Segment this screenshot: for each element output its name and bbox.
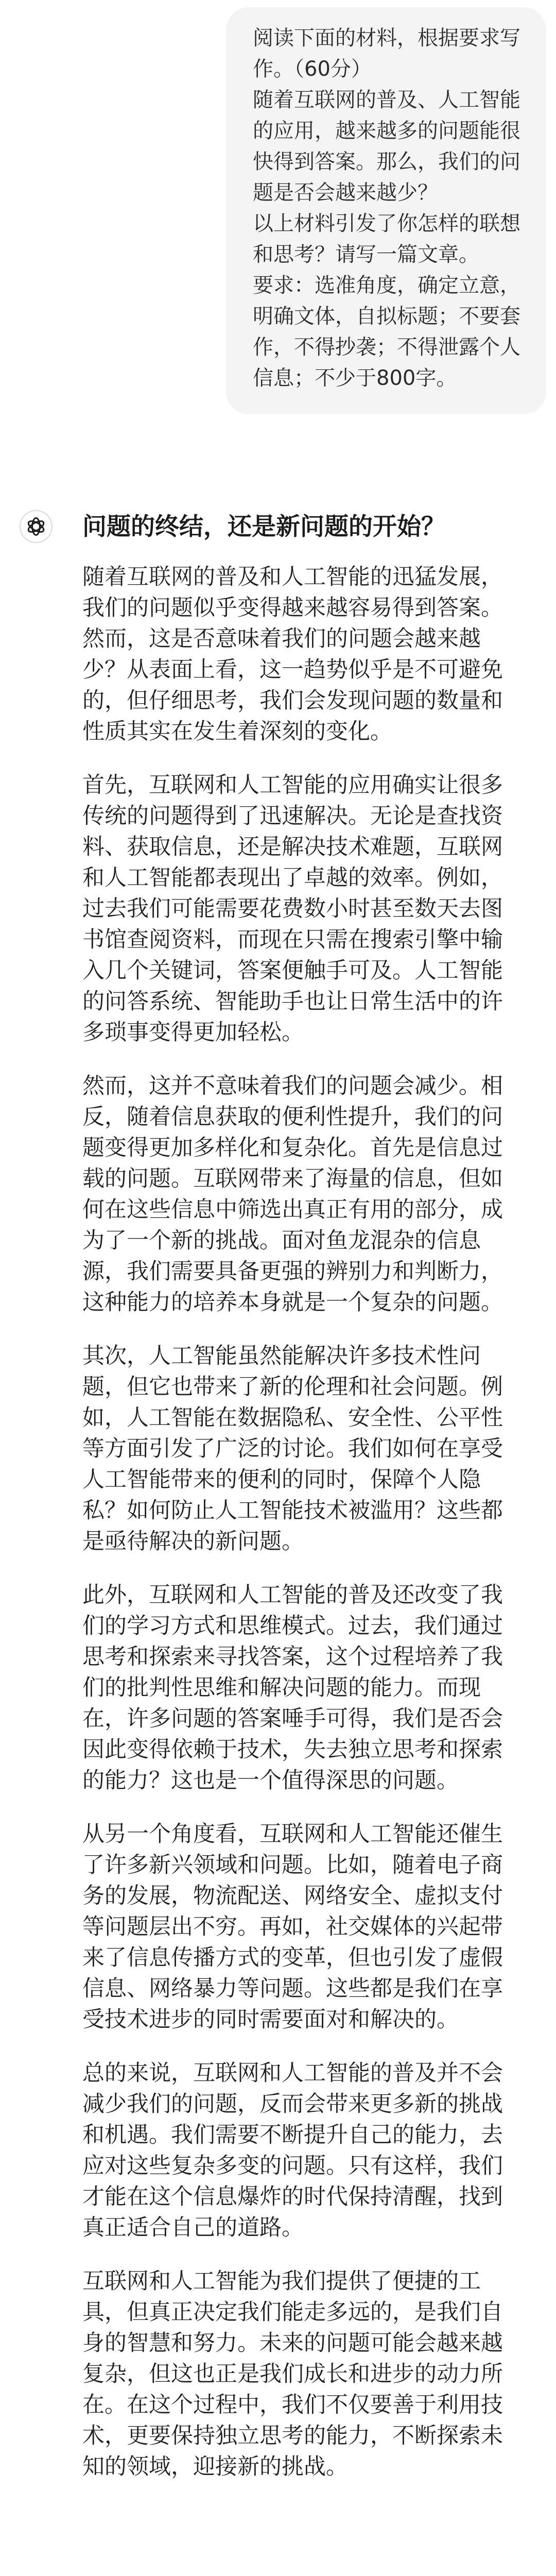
- user-message-line: 和思考？请写一篇文章。: [253, 243, 479, 266]
- answer-line: 然而，这是否意味着我们的问题会越来越: [82, 626, 481, 652]
- answer-line: 信息、网络暴力等问题。这些都是我们在享: [82, 1976, 503, 2002]
- answer-line: 的能力？这也是一个值得深思的问题。: [82, 1768, 459, 1793]
- answer-line: 了许多新兴领域和问题。比如，随着电子商: [82, 1852, 503, 1878]
- answer-line: 们的批判性思维和解决问题的能力。而现: [82, 1675, 481, 1701]
- answer-line: 源，我们需要具备更强的辨别力和判断力，: [82, 1259, 503, 1284]
- user-message-bubble: [226, 7, 546, 414]
- user-message-line: 作。（60分）: [253, 57, 372, 81]
- answer-line: 我们的问题似乎变得越来越容易得到答案。: [82, 595, 503, 621]
- openai-logo-icon: [20, 510, 53, 543]
- answer-line: 入几个关键词，答案便触手可及。人工智能: [82, 958, 503, 984]
- answer-line: 在，许多问题的答案唾手可得，我们是否会: [82, 1706, 503, 1732]
- answer-line: 多琐事变得更加轻松。: [82, 1020, 304, 1045]
- user-message-line: 明确文体，自拟标题；不要套: [253, 304, 520, 328]
- answer-line: 才能在这个信息爆炸的时代保持清醒，找到: [82, 2184, 503, 2210]
- user-message-line: 阅读下面的材料，根据要求写: [253, 26, 520, 50]
- answer-paragraph: [82, 562, 546, 747]
- answer-paragraph: [82, 1819, 546, 2035]
- answer-line: 受技术进步的同时需要面对和解决的。: [82, 2007, 459, 2032]
- answer-line: 为了一个新的挑战。面对鱼龙混杂的信息: [82, 1228, 481, 1253]
- user-message-line: 信息；不少于800字。: [253, 366, 457, 390]
- answer-line: 真正适合自己的道路。: [82, 2215, 304, 2241]
- answer-line: 总的来说，互联网和人工智能的普及并不会: [82, 2060, 503, 2086]
- user-message-line: 题是否会越来越少？: [253, 181, 438, 205]
- answer-title: 问题的终结，还是新问题的开始？: [82, 513, 445, 541]
- user-message-line: 作，不得抄袭；不得泄露个人: [253, 335, 520, 359]
- answer-line: 应对这些复杂多变的问题。只有这样，我们: [82, 2153, 503, 2179]
- answer-line: 从另一个角度看，互联网和人工智能还催生: [82, 1821, 503, 1847]
- answer-line: 因此变得依赖于技术，失去独立思考和探索: [82, 1737, 503, 1762]
- answer-line: 料、获取信息，还是解决技术难题，互联网: [82, 834, 503, 860]
- answer-paragraph: [82, 1580, 546, 1796]
- answer-paragraph: [82, 2058, 546, 2243]
- answer-paragraph: [82, 1341, 546, 1557]
- answer-line: 这种能力的培养本身就是一个复杂的问题。: [82, 1290, 503, 1315]
- answer-line: 题变得更加多样化和复杂化。首先是信息过: [82, 1135, 503, 1161]
- answer-line: 互联网和人工智能为我们提供了便捷的工: [82, 2268, 481, 2294]
- answer-line: 们的学习方式和思维模式。过去，我们通过: [82, 1613, 503, 1639]
- answer-line: 如，人工智能在数据隐私、安全性、公平性: [82, 1405, 503, 1431]
- answer-line: 反，随着信息获取的便利性提升，我们的问: [82, 1104, 503, 1130]
- answer-line: 思考和探索来寻找答案，这个过程培养了我: [82, 1644, 503, 1670]
- user-message-line: 快得到答案。那么，我们的问: [253, 150, 520, 174]
- answer-line: 减少我们的问题，反而会带来更多新的挑战: [82, 2091, 503, 2117]
- user-message-line: 以上材料引发了你怎样的联想: [253, 212, 520, 235]
- answer-paragraph: [82, 2266, 546, 2482]
- answer-line: 等问题层出不穷。再如，社交媒体的兴起带: [82, 1914, 503, 1940]
- answer-line: 书馆查阅资料，而现在只需在搜索引擎中输: [82, 927, 503, 953]
- answer-line: 性质其实在发生着深刻的变化。: [82, 719, 392, 744]
- answer-line: 首先，互联网和人工智能的应用确实让很多: [82, 772, 503, 798]
- answer-body: [82, 562, 546, 2505]
- answer-line: 和机遇。我们需要不断提升自己的能力，去: [82, 2122, 503, 2148]
- answer-line: 来了信息传播方式的变革，但也引发了虚假: [82, 1945, 503, 1971]
- answer-line: 是亟待解决的新问题。: [82, 1529, 304, 1554]
- user-message-line: 要求：选准角度，确定立意，: [253, 274, 520, 297]
- answer-line: 知的领域，迎接新的挑战。: [82, 2454, 348, 2480]
- answer-line: 身的智慧和努力。未来的问题可能会越来越: [82, 2330, 503, 2356]
- answer-line: 此外，互联网和人工智能的普及还改变了我: [82, 1582, 503, 1608]
- answer-line: 术，更要保持独立思考的能力，不断探索未: [82, 2423, 503, 2449]
- answer-paragraph: [82, 770, 546, 1048]
- answer-line: 过去我们可能需要花费数小时甚至数天去图: [82, 896, 503, 922]
- answer-line: 等方面引发了广泛的讨论。我们如何在享受: [82, 1436, 503, 1462]
- answer-line: 和人工智能都表现出了卓越的效率。例如，: [82, 865, 503, 891]
- answer-line: 具，但真正决定我们能走多远的，是我们自: [82, 2299, 503, 2325]
- answer-line: 少？从表面上看，这一趋势似乎是不可避免: [82, 657, 503, 683]
- answer-line: 复杂，但这也正是我们成长和进步的动力所: [82, 2361, 503, 2387]
- answer-line: 载的问题。互联网带来了海量的信息，但如: [82, 1166, 503, 1192]
- user-message-line: 的应用，越来越多的问题能很: [253, 119, 520, 143]
- answer-line: 题，但它也带来了新的伦理和社会问题。例: [82, 1374, 503, 1400]
- answer-line: 的，但仔细思考，我们会发现问题的数量和: [82, 688, 503, 714]
- answer-line: 其次，人工智能虽然能解决许多技术性问: [82, 1343, 481, 1369]
- answer-line: 私？如何防止人工智能技术被滥用？这些都: [82, 1498, 503, 1523]
- answer-line: 务的发展，物流配送、网络安全、虚拟支付: [82, 1883, 503, 1909]
- answer-line: 人工智能带来的便利的同时，保障个人隐: [82, 1467, 481, 1493]
- answer-paragraph: [82, 1071, 546, 1318]
- answer-line: 然而，这并不意味着我们的问题会减少。相: [82, 1073, 503, 1099]
- user-message-line: 随着互联网的普及、人工智能: [253, 88, 520, 112]
- answer-line: 何在这些信息中筛选出真正有用的部分，成: [82, 1197, 503, 1223]
- answer-line: 随着互联网的普及和人工智能的迅猛发展，: [82, 564, 503, 590]
- answer-line: 的问答系统、智能助手也让日常生活中的许: [82, 989, 503, 1014]
- answer-line: 传统的问题得到了迅速解决。无论是查找资: [82, 803, 503, 829]
- answer-line: 在。在这个过程中，我们不仅要善于利用技: [82, 2392, 503, 2418]
